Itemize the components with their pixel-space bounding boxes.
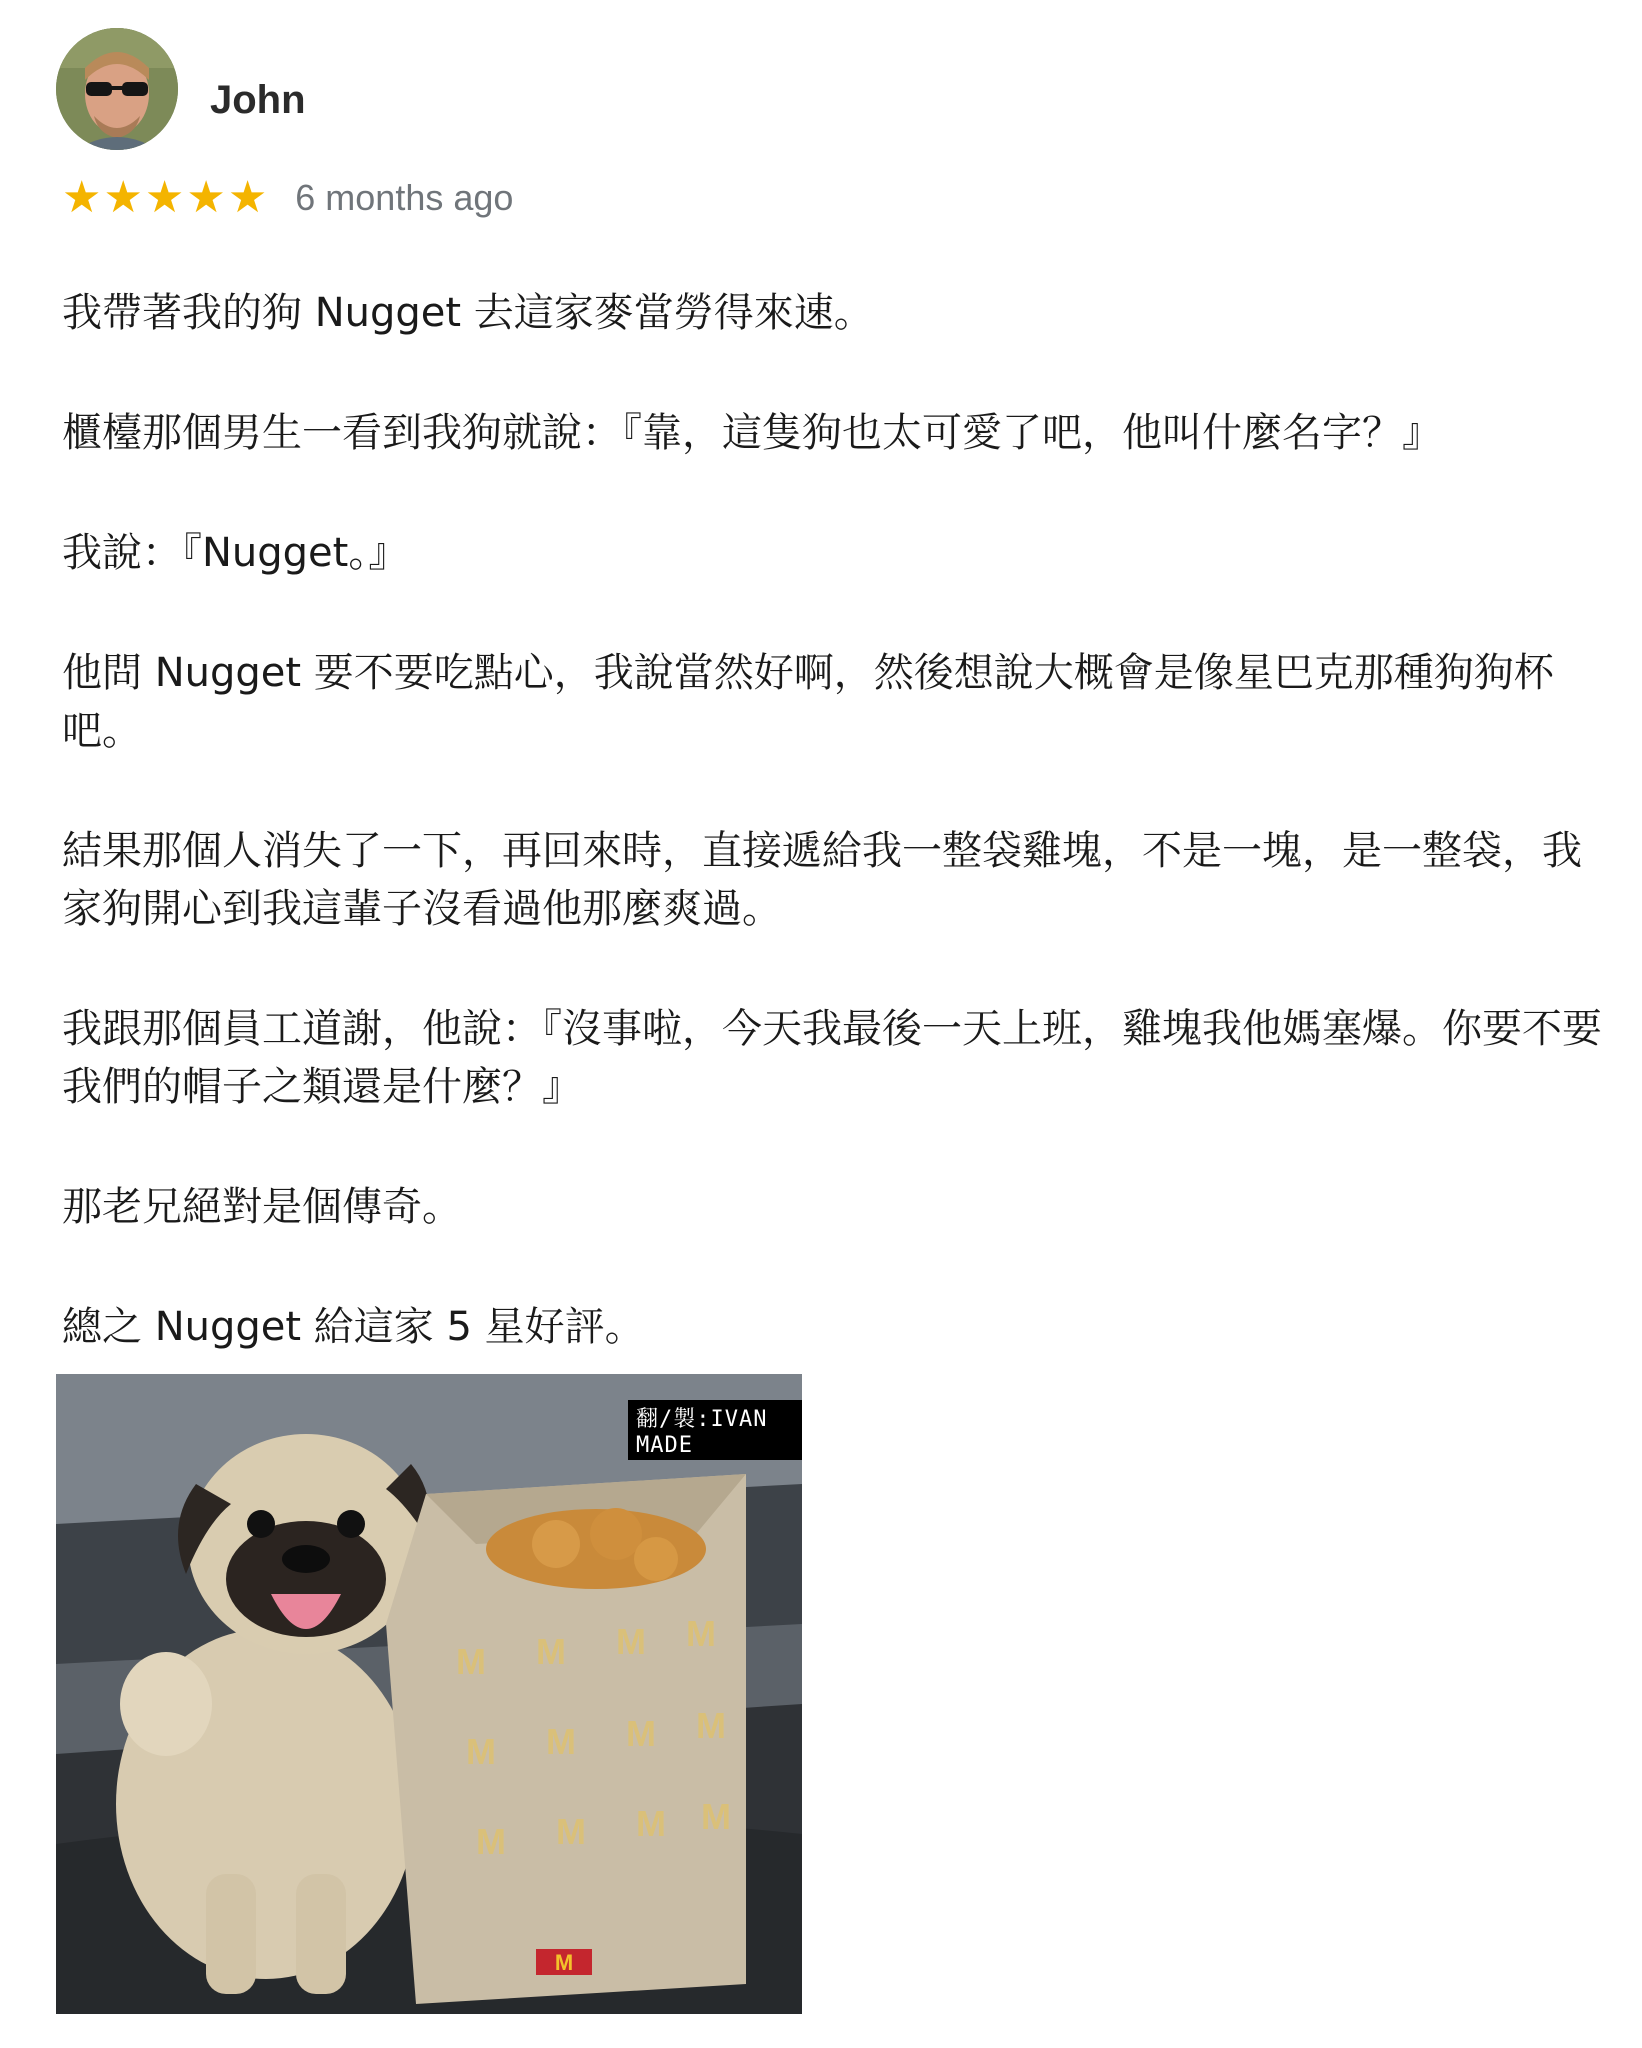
svg-text:M: M: [696, 1705, 726, 1746]
review-paragraph: 他問 Nugget 要不要吃點心，我說當然好啊，然後想說大概會是像星巴克那種狗狗杯吧。: [62, 650, 1554, 754]
star-icon: ★: [62, 172, 102, 223]
svg-text:M: M: [466, 1731, 496, 1772]
rating-row: [62, 170, 513, 226]
review-paragraph: 那老兄絕對是個傳奇。: [62, 1184, 462, 1230]
review-paragraph: 我說：『Nugget。』: [62, 530, 409, 576]
review-body: [62, 284, 1602, 1418]
bag-arches-pattern: M: [456, 1641, 486, 1682]
star-icon: ★: [227, 172, 268, 223]
svg-text:M: M: [546, 1721, 576, 1762]
svg-text:M: M: [636, 1803, 666, 1844]
star-icon: ★: [144, 172, 185, 223]
reviewer-avatar[interactable]: [56, 28, 178, 150]
watermark-label: 翻/製:IVAN MADE: [628, 1400, 802, 1460]
review-paragraph: 結果那個人消失了一下，再回來時，直接遞給我一整袋雞塊，不是一塊，是一整袋，我家狗開心到我這輩子沒看過他那麼爽過。: [62, 828, 1582, 932]
review-paragraph: 我跟那個員工道謝，他說：『沒事啦，今天我最後一天上班，雞塊我他媽塞爆。你要不要我們的帽子之類還是什麼？』: [62, 1006, 1602, 1110]
reviewer-name[interactable]: John: [210, 78, 306, 122]
bag-logo: M: [554, 1950, 574, 1975]
svg-text:M: M: [686, 1613, 716, 1654]
review-photo[interactable]: [56, 1374, 802, 2014]
star-rating: [62, 172, 268, 223]
star-icon: ★: [186, 172, 226, 223]
svg-text:M: M: [556, 1811, 586, 1852]
pug-with-nugget-bag-photo: [56, 1374, 802, 2014]
star-icon: ★: [103, 172, 143, 223]
svg-text:M: M: [701, 1796, 731, 1837]
review-time: 6 months ago: [295, 177, 514, 218]
svg-text:M: M: [626, 1713, 656, 1754]
svg-text:M: M: [476, 1821, 506, 1862]
review-paragraph: 總之 Nugget 給這家 5 星好評。: [62, 1304, 645, 1350]
review-paragraph: 櫃檯那個男生一看到我狗就說：『靠，這隻狗也太可愛了吧，他叫什麼名字？』: [62, 410, 1442, 456]
review-paragraph: 我帶著我的狗 Nugget 去這家麥當勞得來速。: [62, 290, 874, 336]
svg-text:M: M: [536, 1631, 566, 1672]
avatar-photo: [56, 28, 178, 150]
svg-text:M: M: [616, 1621, 646, 1662]
